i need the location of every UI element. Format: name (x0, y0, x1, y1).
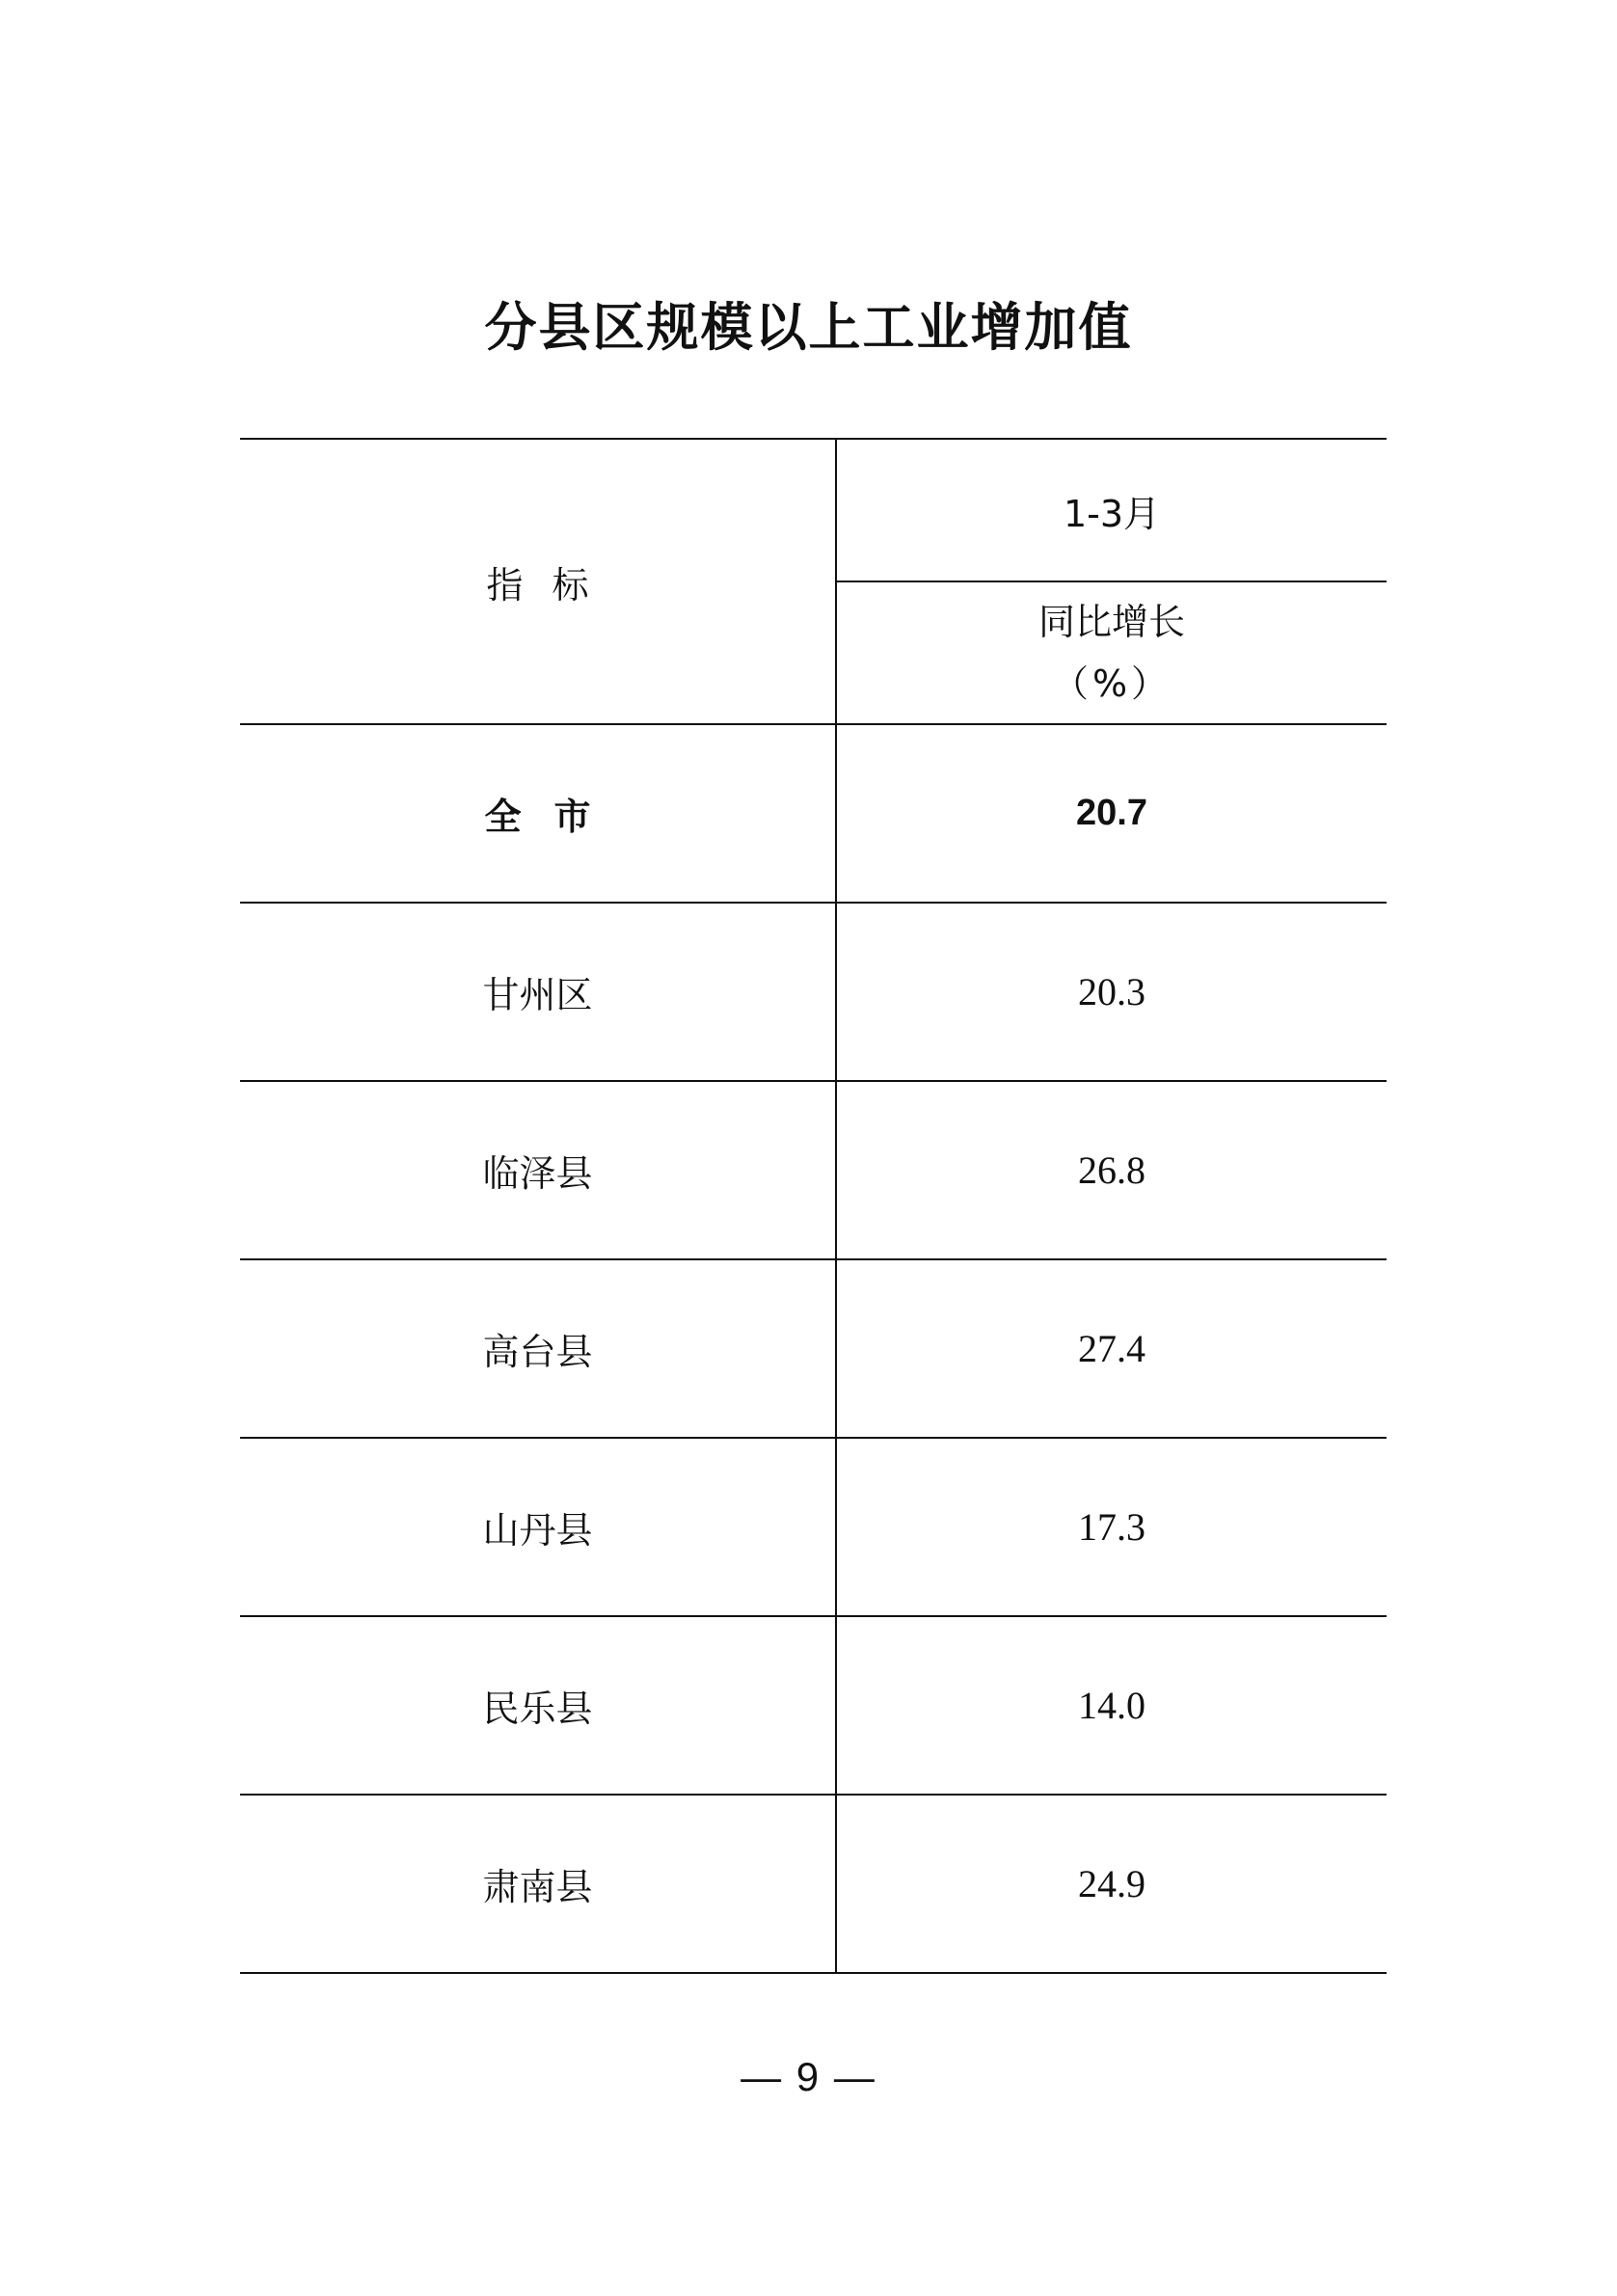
region-name: 全市 (240, 724, 836, 903)
data-table (240, 438, 1387, 1974)
table-row-total (240, 724, 1387, 903)
growth-value: 20.3 (1078, 970, 1145, 1013)
table-row (240, 1259, 1387, 1438)
page-title: 分县区规模以上工业增加值 (484, 297, 1133, 358)
region-name: 高台县 (240, 1259, 836, 1438)
region-name: 临泽县 (240, 1081, 836, 1259)
growth-value: 20.7 (1076, 793, 1147, 833)
header-metric-label: 同比增长 (1038, 601, 1185, 643)
growth-value: 14.0 (1078, 1684, 1145, 1727)
region-name: 民乐县 (240, 1616, 836, 1795)
growth-value: 24.9 (1078, 1862, 1145, 1905)
region-name: 甘州区 (240, 903, 836, 1081)
table-row (240, 903, 1387, 1081)
header-unit: （%） (1051, 662, 1172, 705)
page-number: — 9 — (741, 2054, 876, 2099)
region-name: 山丹县 (240, 1438, 836, 1616)
table-row (240, 1616, 1387, 1795)
table-row (240, 1795, 1387, 1973)
growth-value: 27.4 (1078, 1327, 1145, 1370)
header-period: 1-3月 (836, 439, 1387, 581)
region-name: 肃南县 (240, 1795, 836, 1973)
header-metric (836, 581, 1387, 724)
table-row (240, 1081, 1387, 1259)
header-indicator: 指标 (240, 439, 836, 724)
growth-value: 26.8 (1078, 1148, 1145, 1192)
growth-value: 17.3 (1078, 1505, 1145, 1549)
table-header-row (240, 439, 1387, 581)
table-row (240, 1438, 1387, 1616)
